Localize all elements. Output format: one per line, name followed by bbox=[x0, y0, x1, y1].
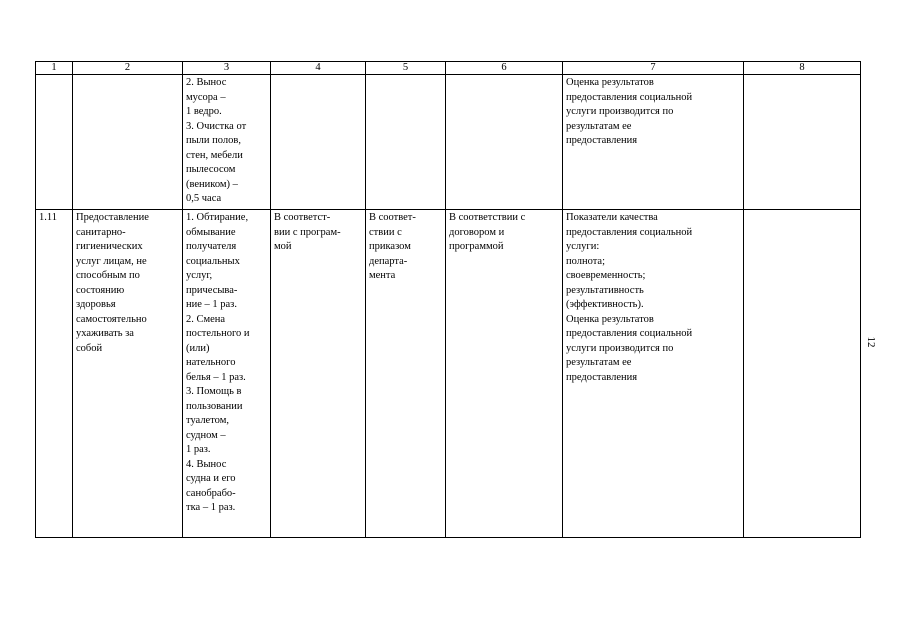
header-cell: 2 bbox=[73, 62, 183, 75]
service-name-cell: Предоставление санитарно- гигиенических услуг лицам, не способным по состоянию здоровья самостоятельно ухаживать за собой bbox=[73, 210, 183, 538]
table-cell bbox=[744, 210, 861, 538]
header-row bbox=[36, 62, 861, 75]
table-cell: В соответствии с договором и программой bbox=[446, 210, 563, 538]
header-cell: 1 bbox=[36, 62, 73, 75]
header-cell: 6 bbox=[446, 62, 563, 75]
table-cell bbox=[446, 75, 563, 210]
quality-indicators-cell: Показатели качества предоставления социальной услуги: полнота; своевременность; результативность (эффективность). Оценка результатов предоставления социальной услуги производится по результатам ее предоставления bbox=[563, 210, 744, 538]
table-cell: В соответ- ствии с приказом департа- мента bbox=[366, 210, 446, 538]
table-cell bbox=[271, 75, 366, 210]
service-content-cell: 1. Обтирание, обмывание получателя социальных услуг, причесыва- ние – 1 раз. 2. Смена постельного и (или) нательного белья – 1 раз. 3. Помощь в пользовании туалетом, судном – 1 раз. 4. Вынос судна и его санобрабо- тка – 1 раз. bbox=[183, 210, 271, 538]
table-cell bbox=[744, 75, 861, 210]
header-cell: 7 bbox=[563, 62, 744, 75]
table-row bbox=[36, 75, 861, 210]
header-cell: 3 bbox=[183, 62, 271, 75]
header-cell: 4 bbox=[271, 62, 366, 75]
quality-indicators-cell: Оценка результатов предоставления социальной услуги производится по результатам ее предоставления bbox=[563, 75, 744, 210]
services-table bbox=[35, 61, 861, 538]
header-cell: 5 bbox=[366, 62, 446, 75]
table-cell: В соответст- вии с програм- мой bbox=[271, 210, 366, 538]
header-cell: 8 bbox=[744, 62, 861, 75]
row-number-cell bbox=[36, 75, 73, 210]
service-name-cell bbox=[73, 75, 183, 210]
page-number: 12 bbox=[865, 336, 877, 348]
service-content-cell: 2. Вынос мусора – 1 ведро. 3. Очистка от пыли полов, стен, мебели пылесосом (веником) – 0,5 часа bbox=[183, 75, 271, 210]
table-row bbox=[36, 210, 861, 538]
table-cell bbox=[366, 75, 446, 210]
row-number-cell: 1.11 bbox=[36, 210, 73, 538]
